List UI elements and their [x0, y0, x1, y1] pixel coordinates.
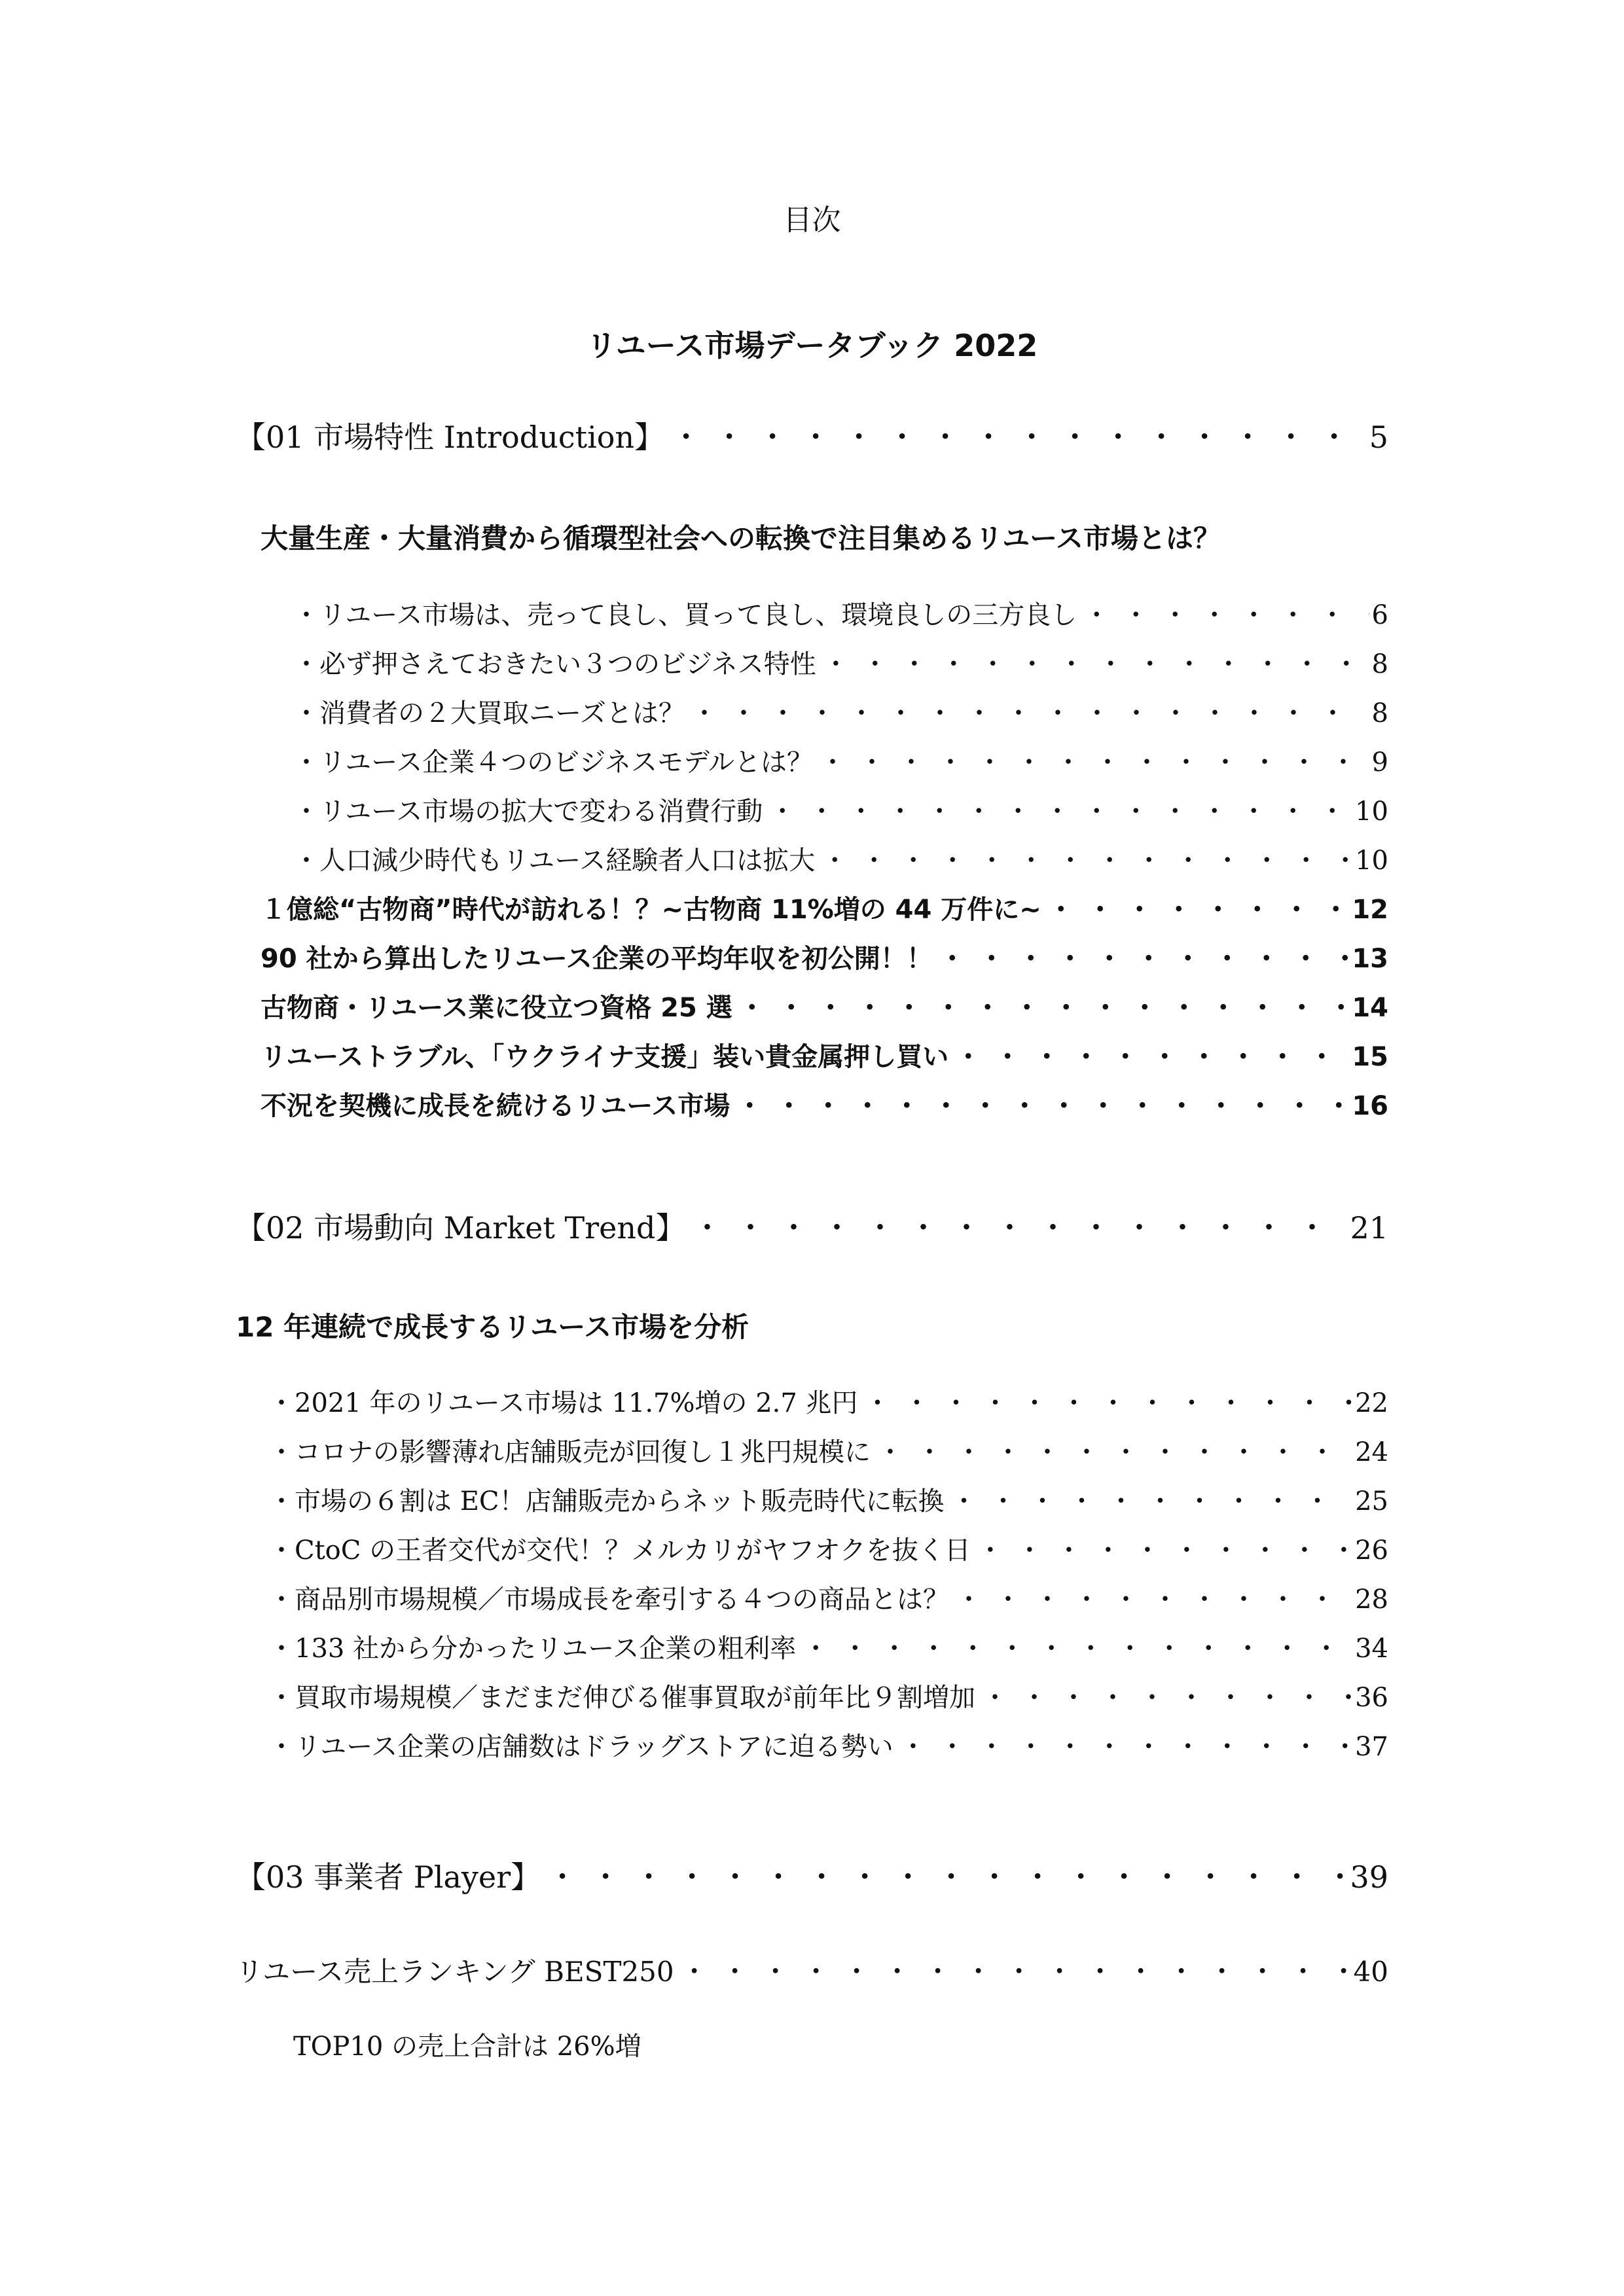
toc-entry[interactable]: [293, 742, 1388, 779]
page-number: 39: [1350, 1859, 1388, 1895]
entry-label: ・リユース企業４つのビジネスモデルとは？: [293, 747, 813, 778]
page-number: 36: [1355, 1683, 1388, 1713]
page-number: 10: [1355, 797, 1388, 827]
page-number: 8: [1371, 698, 1388, 728]
entry-label: ・リユース市場の拡大で変わる消費行動: [293, 797, 763, 827]
dot-leader: [816, 643, 1369, 681]
entry-label: 不況を契機に成長を続けるリユース市場: [261, 1091, 731, 1121]
section-title: 【02 市場動向 Market Trend】: [236, 1210, 686, 1246]
dot-leader: [971, 1530, 1352, 1567]
toc-entry[interactable]: [293, 840, 1388, 877]
dot-leader: [541, 1854, 1347, 1897]
dot-leader: [664, 414, 1367, 457]
dot-leader: [763, 791, 1352, 828]
dot-leader: [871, 1431, 1352, 1469]
page-number: 26: [1355, 1535, 1388, 1566]
toc-article[interactable]: [261, 889, 1388, 926]
toc-article[interactable]: [261, 1036, 1388, 1073]
entry-label: ・CtoC の王者交代が交代！？メルカリがヤフオクを抜く日: [268, 1535, 971, 1566]
entry-label: ・消費者の２大買取ニーズとは？: [293, 698, 685, 728]
page-number: 40: [1353, 1956, 1388, 1988]
page-number: 37: [1355, 1732, 1388, 1762]
page-number: 10: [1355, 846, 1388, 876]
dot-leader: [858, 1382, 1353, 1420]
toc-entry[interactable]: [293, 791, 1388, 828]
entry-label: リユース売上ランキング BEST250: [236, 1956, 674, 1988]
toc-entry[interactable]: [293, 643, 1388, 681]
page-number: 24: [1355, 1437, 1388, 1467]
page-number: 14: [1352, 993, 1388, 1023]
entry-label: ・133 社から分かったリユース企業の粗利率: [268, 1634, 797, 1664]
toc-entry[interactable]: [293, 594, 1388, 632]
toc-entry[interactable]: [268, 1431, 1388, 1469]
entry-label: ・買取市場規模／まだまだ伸びる催事買取が前年比９割増加: [268, 1683, 975, 1713]
toc-section-03[interactable]: [236, 1854, 1388, 1897]
entry-label: リユーストラブル、「ウクライナ支援」装い貴金属押し買い: [261, 1042, 949, 1072]
entry-label: 古物商・リユース業に役立つ資格 25 選: [261, 993, 732, 1023]
toc-section-01[interactable]: [236, 414, 1388, 457]
entry-label: ・人口減少時代もリユース経験者人口は拡大: [293, 846, 816, 876]
entry-label: ・リユース市場は、売って良し、買って良し、環境良しの三方良し: [293, 600, 1077, 630]
toc-entry[interactable]: [293, 692, 1388, 730]
page-number: 34: [1355, 1634, 1388, 1664]
dot-leader: [685, 1204, 1347, 1247]
toc-entry-ranking[interactable]: [236, 1950, 1388, 1990]
toc-entry[interactable]: [268, 1579, 1388, 1616]
toc-entry[interactable]: [268, 1726, 1388, 1763]
entry-label: ・市場の６割は EC！店舗販売からネット販売時代に転換: [268, 1486, 945, 1516]
dot-leader: [975, 1677, 1352, 1714]
book-title: リユース市場データブック 2022: [586, 328, 1038, 363]
toc-entry[interactable]: [268, 1480, 1388, 1518]
page-number: 21: [1350, 1210, 1388, 1246]
section-01-topic: 大量生産・大量消費から循環型社会への転換で注目集めるリユース市場とは？: [261, 522, 1221, 554]
dot-leader: [730, 1085, 1349, 1122]
page-number: 6: [1371, 600, 1388, 630]
toc-entry[interactable]: [268, 1628, 1388, 1665]
toc-heading: 目次: [783, 204, 841, 237]
toc-entry[interactable]: [268, 1677, 1388, 1714]
page-number: 15: [1352, 1042, 1388, 1072]
dot-leader: [948, 1036, 1349, 1073]
page-number: 9: [1371, 747, 1388, 778]
entry-label: ・商品別市場規模／市場成長を牽引する４つの商品とは？: [268, 1585, 949, 1615]
ranking-note: TOP10 の売上合計は 26%増: [293, 2032, 641, 2062]
dot-leader: [933, 938, 1350, 975]
page-number: 25: [1355, 1486, 1388, 1516]
page-number: 12: [1352, 895, 1388, 925]
dot-leader: [732, 987, 1350, 1024]
page-number: 8: [1371, 649, 1388, 679]
section-title: 【03 事業者 Player】: [236, 1859, 541, 1895]
toc-article[interactable]: [261, 938, 1388, 975]
page-number: 16: [1352, 1091, 1388, 1121]
entry-label: ・コロナの影響薄れ店舗販売が回復し１兆円規模に: [268, 1437, 871, 1467]
section-title: 【01 市場特性 Introduction】: [236, 420, 665, 455]
page-number: 5: [1369, 420, 1388, 455]
entry-label: ・必ず押さえておきたい３つのビジネス特性: [293, 649, 816, 679]
dot-leader: [796, 1628, 1352, 1665]
page-number: 13: [1352, 944, 1388, 974]
toc-article[interactable]: [261, 1085, 1388, 1122]
toc-entry[interactable]: [268, 1530, 1388, 1567]
dot-leader: [949, 1579, 1352, 1616]
entry-label: １億総“古物商”時代が訪れる！？~古物商 11%増の 44 万件に~: [261, 895, 1041, 925]
section-02-topic: 12 年連続で成長するリユース市場を分析: [236, 1311, 749, 1343]
dot-leader: [893, 1726, 1352, 1763]
entry-label: ・リユース企業の店舗数はドラッグストアに迫る勢い: [268, 1732, 893, 1762]
dot-leader: [685, 692, 1369, 730]
toc-section-02[interactable]: [236, 1204, 1388, 1247]
entry-label: ・2021 年のリユース市場は 11.7%増の 2.7 兆円: [268, 1388, 858, 1418]
page-number: 22: [1355, 1388, 1388, 1418]
dot-leader: [945, 1480, 1353, 1518]
dot-leader: [815, 840, 1352, 877]
toc-article[interactable]: [261, 987, 1388, 1024]
dot-leader: [674, 1950, 1351, 1990]
toc-entry[interactable]: [268, 1382, 1388, 1420]
dot-leader: [1077, 594, 1369, 632]
dot-leader: [1041, 889, 1350, 926]
page-number: 28: [1355, 1585, 1388, 1615]
entry-label: 90 社から算出したリユース企業の平均年収を初公開！！: [261, 944, 933, 974]
dot-leader: [813, 742, 1369, 779]
